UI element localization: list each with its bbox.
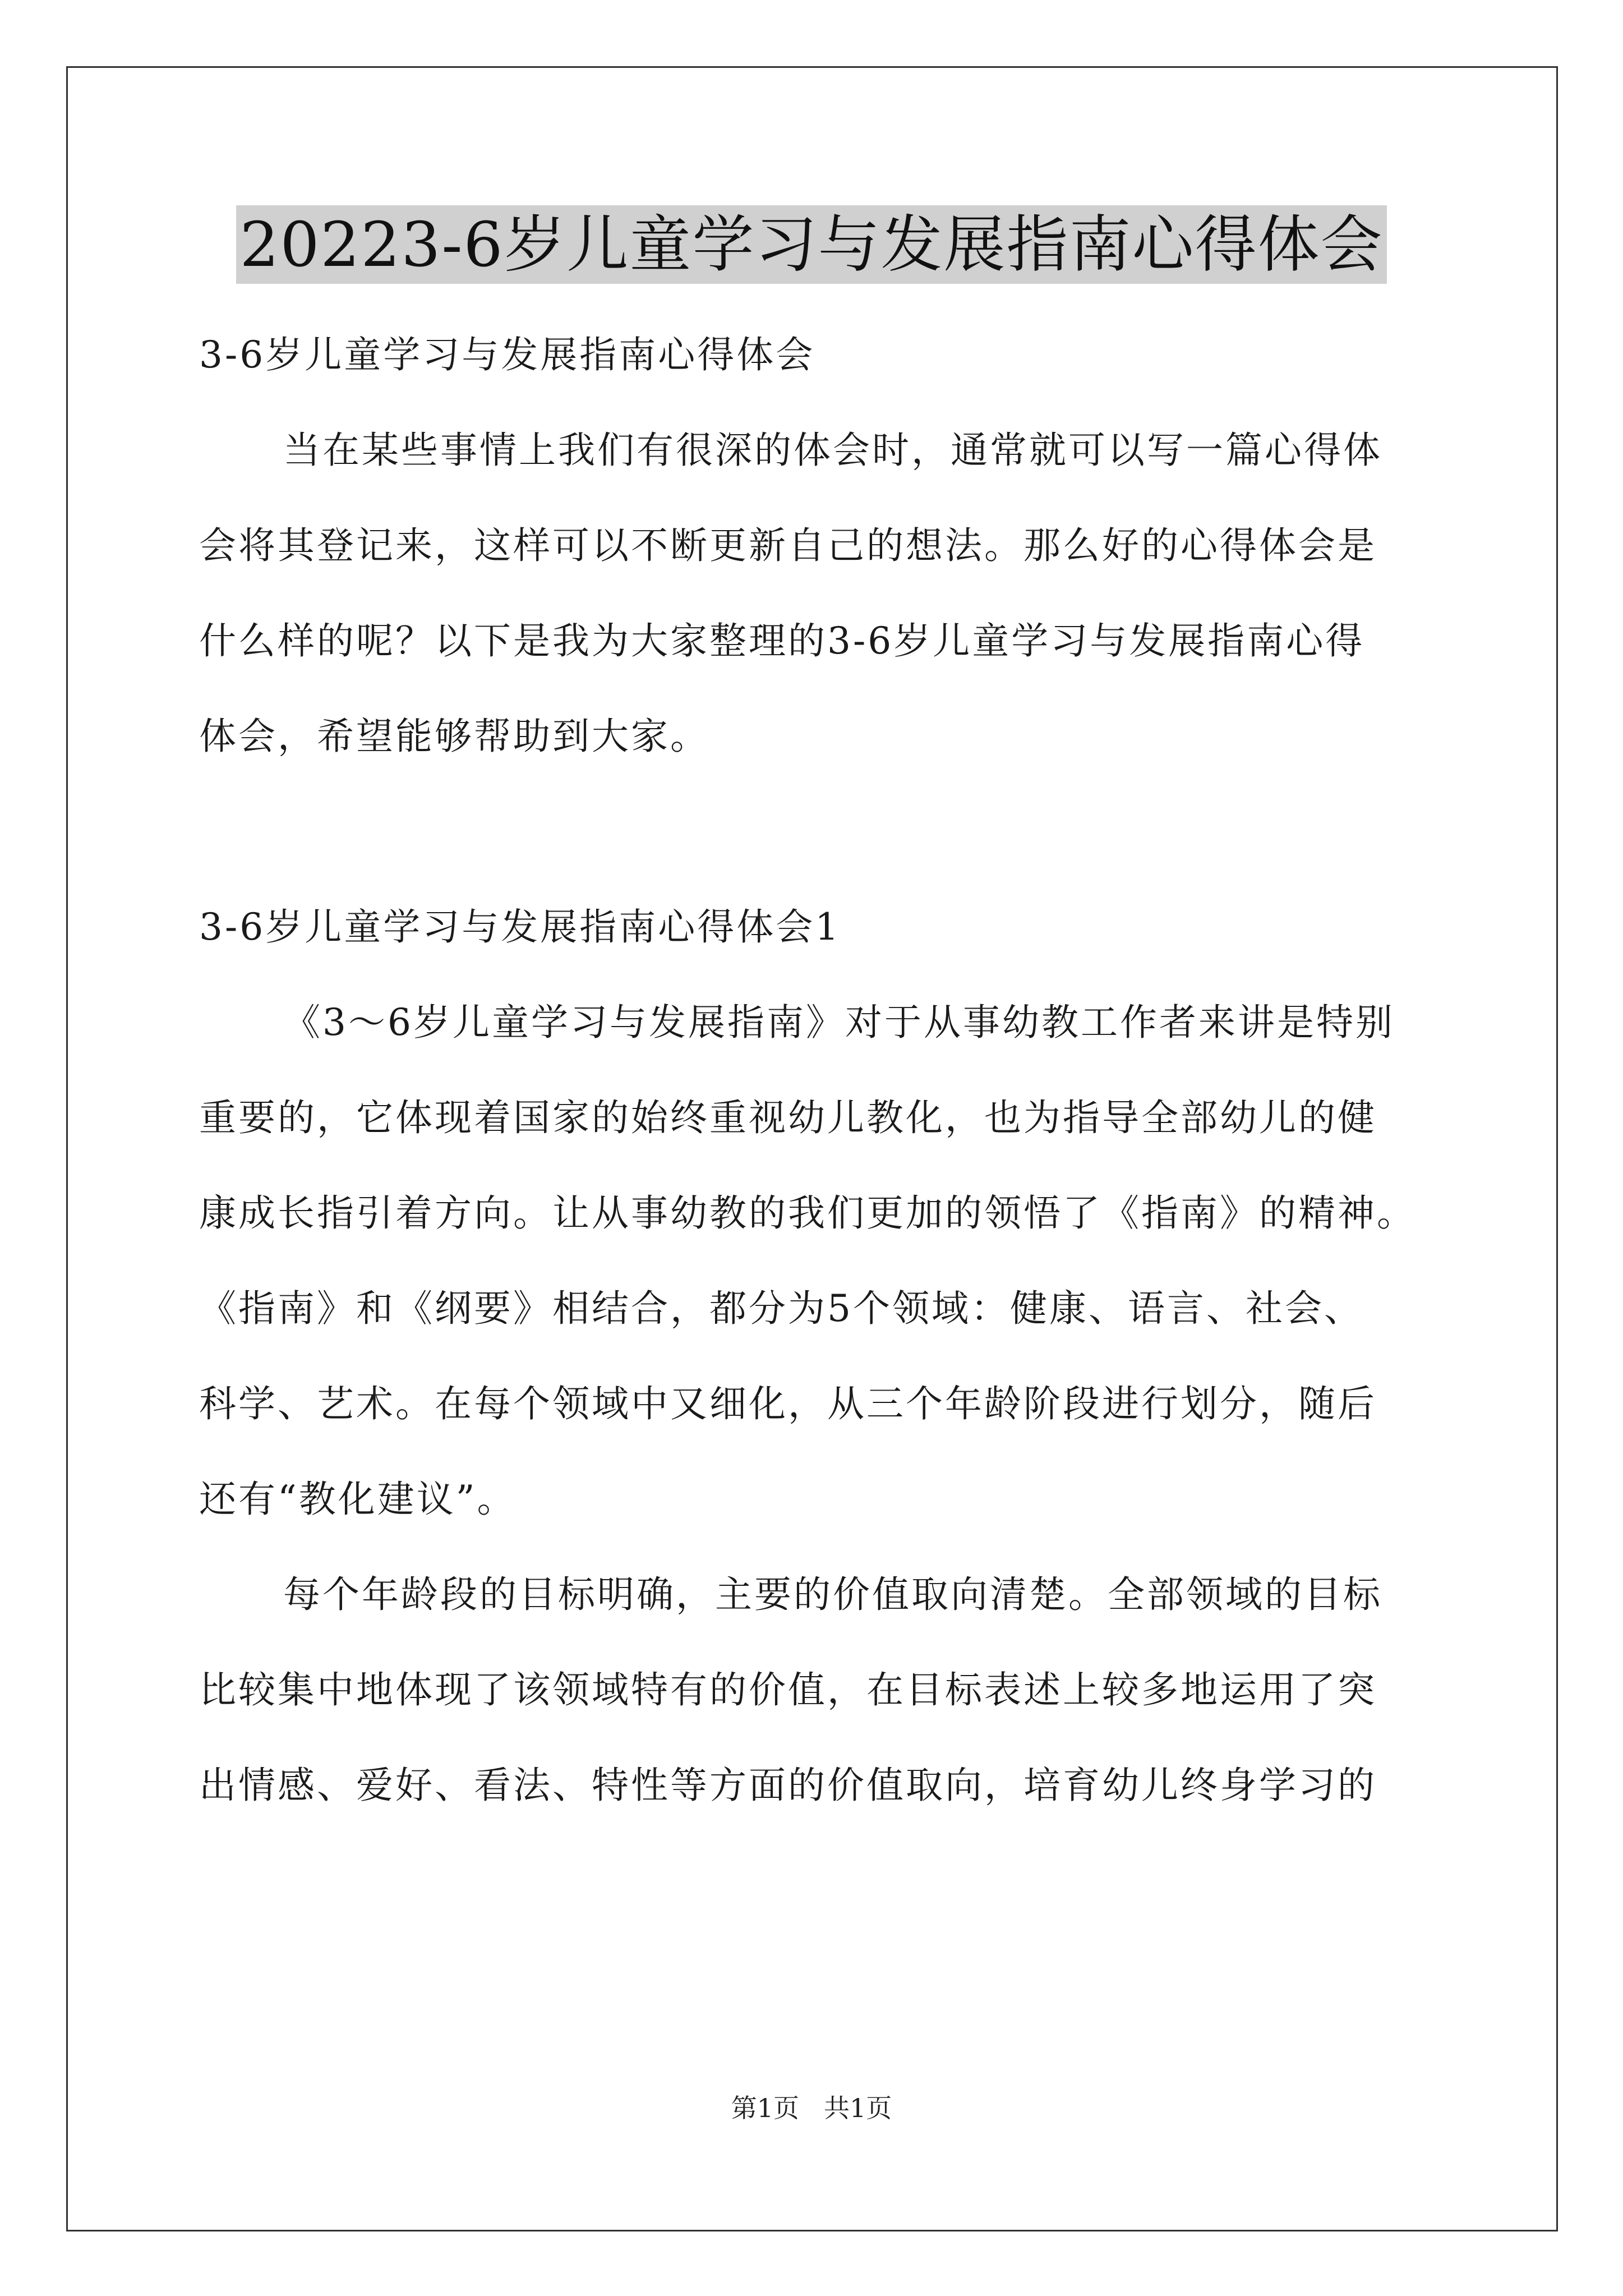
paragraph-line: 出情感、爱好、看法、特性等方面的价值取向，培育幼儿终身学习的 [199,1764,1377,1807]
section-heading: 3-6岁儿童学习与发展指南心得体会1 [199,905,841,949]
paragraph-line: 还有“教化建议”。 [199,1478,517,1521]
paragraph-line: 科学、艺术。在每个领域中又细化，从三个年龄阶段进行划分，随后 [199,1382,1377,1425]
page-count: 共1页 [824,2093,892,2123]
paragraph-line: 重要的，它体现着国家的始终重视幼儿教化，也为指导全部幼儿的健 [199,1096,1377,1139]
section-heading: 3-6岁儿童学习与发展指南心得体会 [199,333,815,376]
blank-line [199,784,1444,880]
paragraph-line: 康成长指引着方向。让从事幼教的我们更加的领悟了《指南》的精神。 [199,1191,1416,1235]
paragraph-line: 会将其登记来，这样可以不断更新自己的想法。那么好的心得体会是 [199,524,1377,567]
document-title: 20223-6岁儿童学习与发展指南心得体会 [236,205,1386,284]
paragraph-line: 什么样的呢？以下是我为大家整理的3-6岁儿童学习与发展指南心得 [199,619,1365,662]
title-block [0,205,1623,284]
paragraph-line: 《指南》和《纲要》相结合，都分为5个领域：健康、语言、社会、 [199,1287,1363,1330]
page-number: 第1页 [731,2093,799,2123]
page-footer [0,2091,1623,2125]
paragraph-line: 比较集中地体现了该领域特有的价值，在目标表述上较多地运用了突 [199,1668,1377,1711]
paragraph-line: 体会，希望能够帮助到大家。 [199,715,709,758]
paragraph-line: 当在某些事情上我们有很深的体会时，通常就可以写一篇心得体 [283,429,1382,472]
paragraph-line: 每个年龄段的目标明确，主要的价值取向清楚。全部领域的目标 [283,1573,1382,1616]
document-body [199,307,1444,1833]
paragraph-line: 《3～6岁儿童学习与发展指南》对于从事幼教工作者来讲是特别 [283,1001,1395,1044]
